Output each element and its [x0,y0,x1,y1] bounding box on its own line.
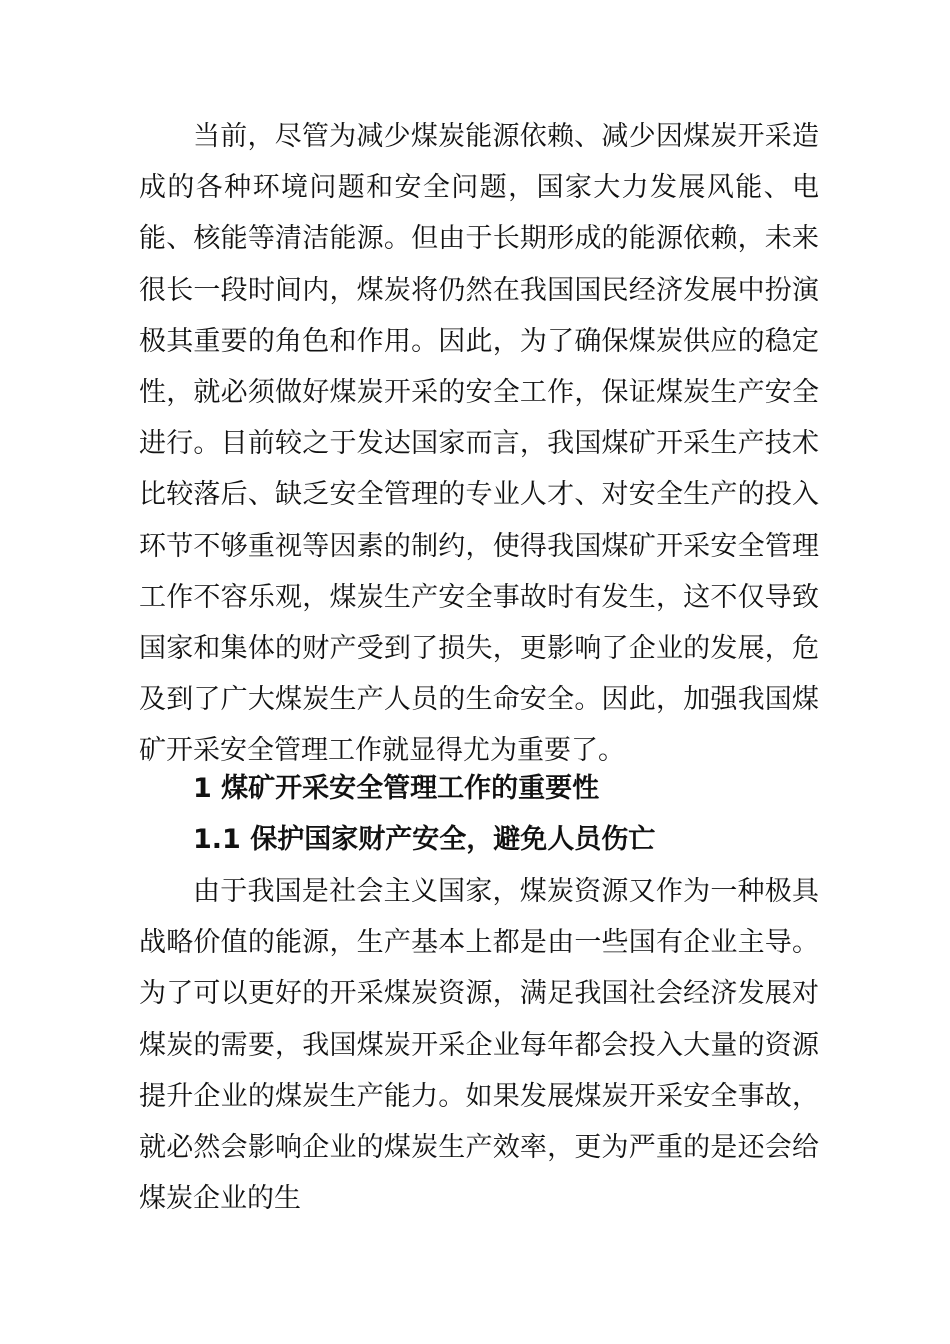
section-heading: 1 煤矿开采安全管理工作的重要性 [193,773,600,804]
subsection-heading: 1.1 保护国家财产安全，避免人员伤亡 [193,824,656,855]
body-paragraph: 当前，尽管为减少煤炭能源依赖、减少因煤炭开采造成的各种环境问题和安全问题，国家大力发展风能、电能、核能等清洁能源。但由于长期形成的能源依赖，未来很长一段时间内，煤炭将仍然在我国国民经济发展中扮演极其重要的角色和作用。因此，为了确保煤炭供应的稳定性，就必须做好煤炭开采的安全工作，保证煤炭生产安全进行。目前较之于发达国家而言，我国煤矿开采生产技术比较落后、缺乏安全管理的专业人才、对安全生产的投入环节不够重视等因素的制约，使得我国煤矿开采安全管理工作不容乐观，煤炭生产安全事故时有发生，这不仅导致国家和集体的财产受到了损失，更影响了企业的发展，危及到了广大煤炭生产人员的生命安全。因此，加强我国煤矿开采安全管理工作就显得尤为重要了。 [139,121,819,767]
body-paragraph: 由于我国是社会主义国家，煤炭资源又作为一种极具战略价值的能源，生产基本上都是由一些国有企业主导。为了可以更好的开采煤炭资源，满足我国社会经济发展对煤炭的需要，我国煤炭开采企业每年都会投入大量的资源提升企业的煤炭生产能力。如果发展煤炭开采安全事故，就必然会影响企业的煤炭生产效率，更为严重的是还会给煤炭企业的生 [139,876,819,1215]
